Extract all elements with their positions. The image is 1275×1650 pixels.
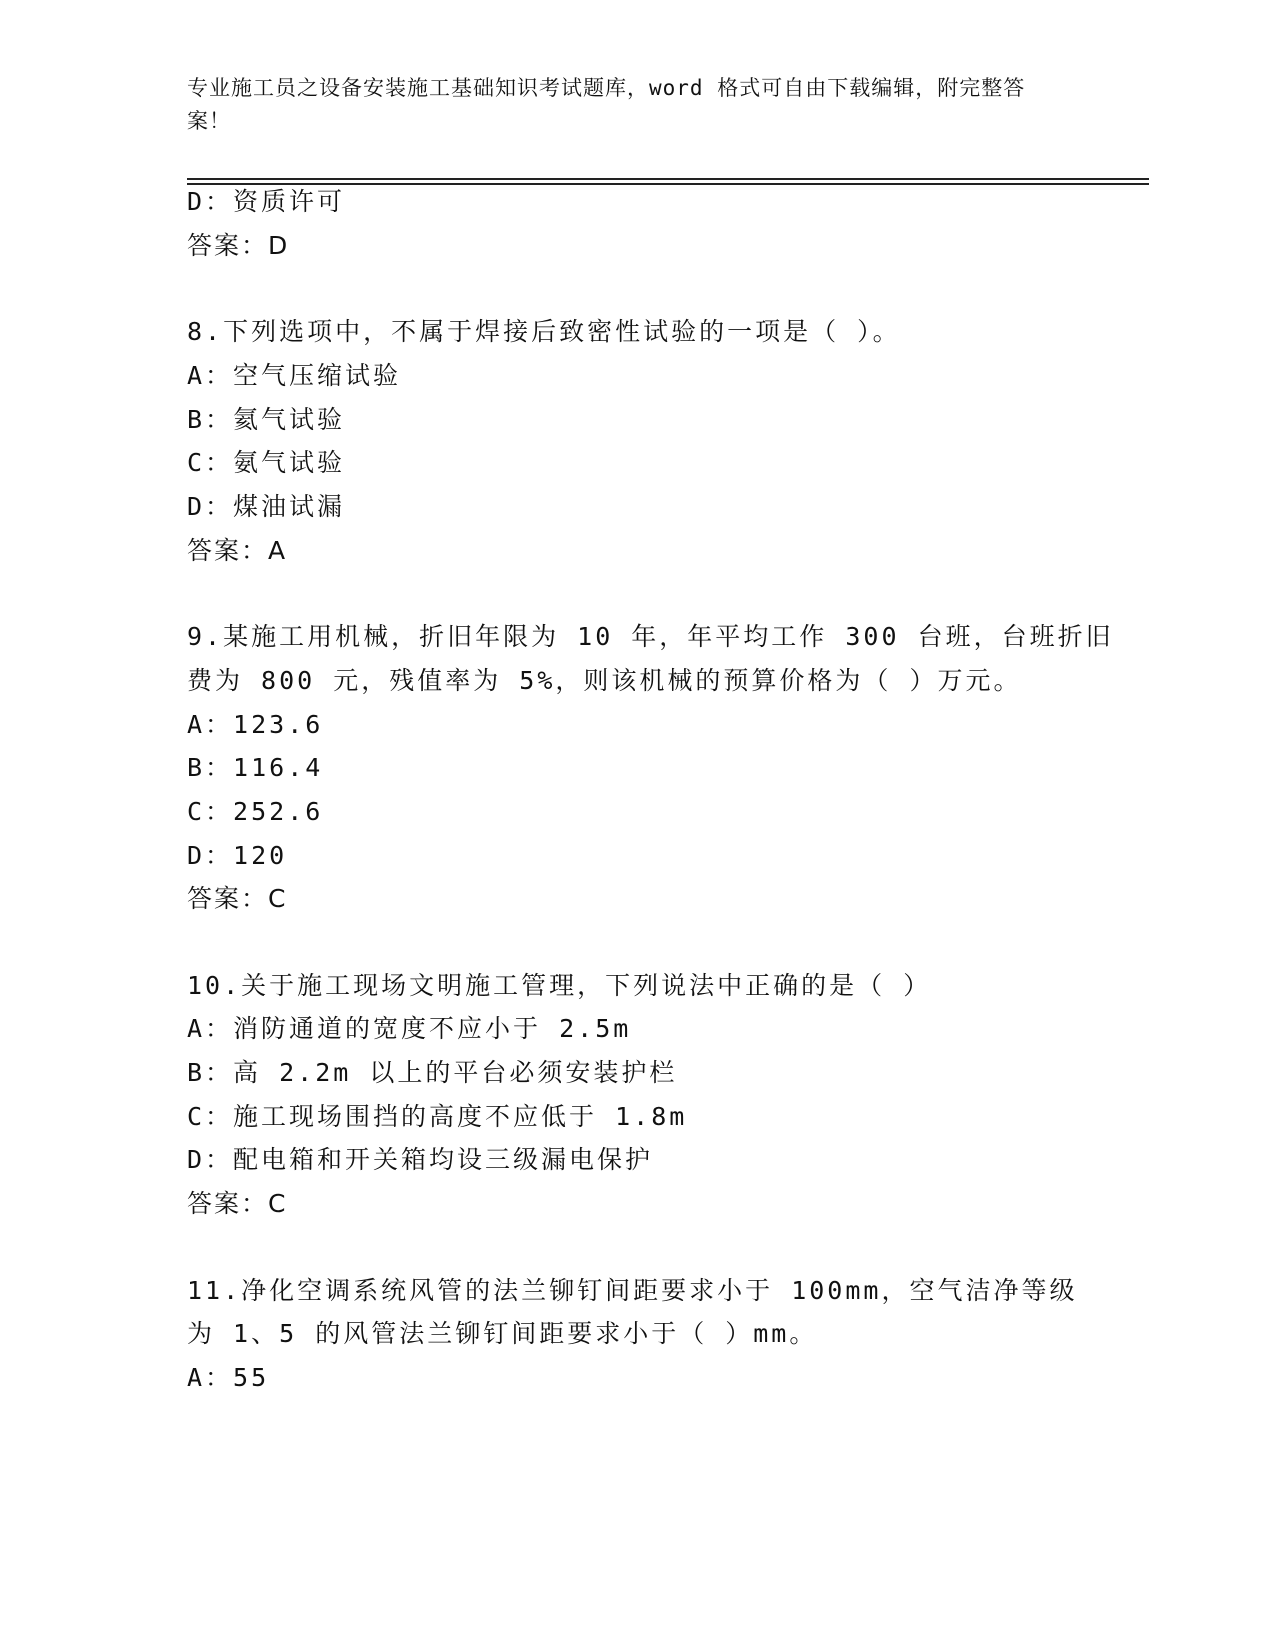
q9-stem-line2: 费为 800 元，残值率为 5%，则该机械的预算价格为（ ）万元。	[187, 666, 1022, 695]
q11-stem-line1: 11.净化空调系统风管的法兰铆钉间距要求小于 100mm，空气洁净等级	[187, 1276, 1078, 1305]
document-header-title: 专业施工员之设备安装施工基础知识考试题库，word 格式可自由下载编辑，附完整答案！	[187, 76, 1026, 133]
q9-answer: 答案：C	[187, 884, 288, 913]
q8-option-a: A：空气压缩试验	[187, 361, 402, 390]
q8-option-b: B：氦气试验	[187, 405, 346, 434]
prev-option-d: D：资质许可	[187, 187, 346, 216]
q11-option-a: A：55	[187, 1363, 270, 1392]
q9-option-c: C：252.6	[187, 797, 324, 826]
q8-stem: 8.下列选项中，不属于焊接后致密性试验的一项是（ ）。	[187, 317, 901, 346]
q10-stem: 10.关于施工现场文明施工管理，下列说法中正确的是（ ）	[187, 971, 932, 1000]
q10-answer: 答案：C	[187, 1189, 288, 1218]
q10-option-a: A：消防通道的宽度不应小于 2.5m	[187, 1014, 632, 1043]
q10-option-c: C：施工现场围挡的高度不应低于 1.8m	[187, 1102, 688, 1131]
q11-stem-line2: 为 1、5 的风管法兰铆钉间距要求小于（ ）mm。	[187, 1319, 818, 1348]
q9-option-b: B：116.4	[187, 753, 324, 782]
q8-option-c: C：氨气试验	[187, 448, 346, 477]
header-divider-bottom	[187, 183, 1149, 185]
q9-option-a: A：123.6	[187, 710, 324, 739]
header-divider-top	[187, 178, 1149, 180]
q8-option-d: D：煤油试漏	[187, 492, 346, 521]
q8-answer: 答案：A	[187, 536, 288, 565]
prev-answer: 答案：D	[187, 231, 290, 260]
q10-option-b: B：高 2.2m 以上的平台必须安装护栏	[187, 1058, 678, 1087]
q9-option-d: D：120	[187, 841, 288, 870]
q9-stem-line1: 9.某施工用机械，折旧年限为 10 年，年平均工作 300 台班，台班折旧	[187, 622, 1114, 651]
q10-option-d: D：配电箱和开关箱均设三级漏电保护	[187, 1145, 654, 1174]
